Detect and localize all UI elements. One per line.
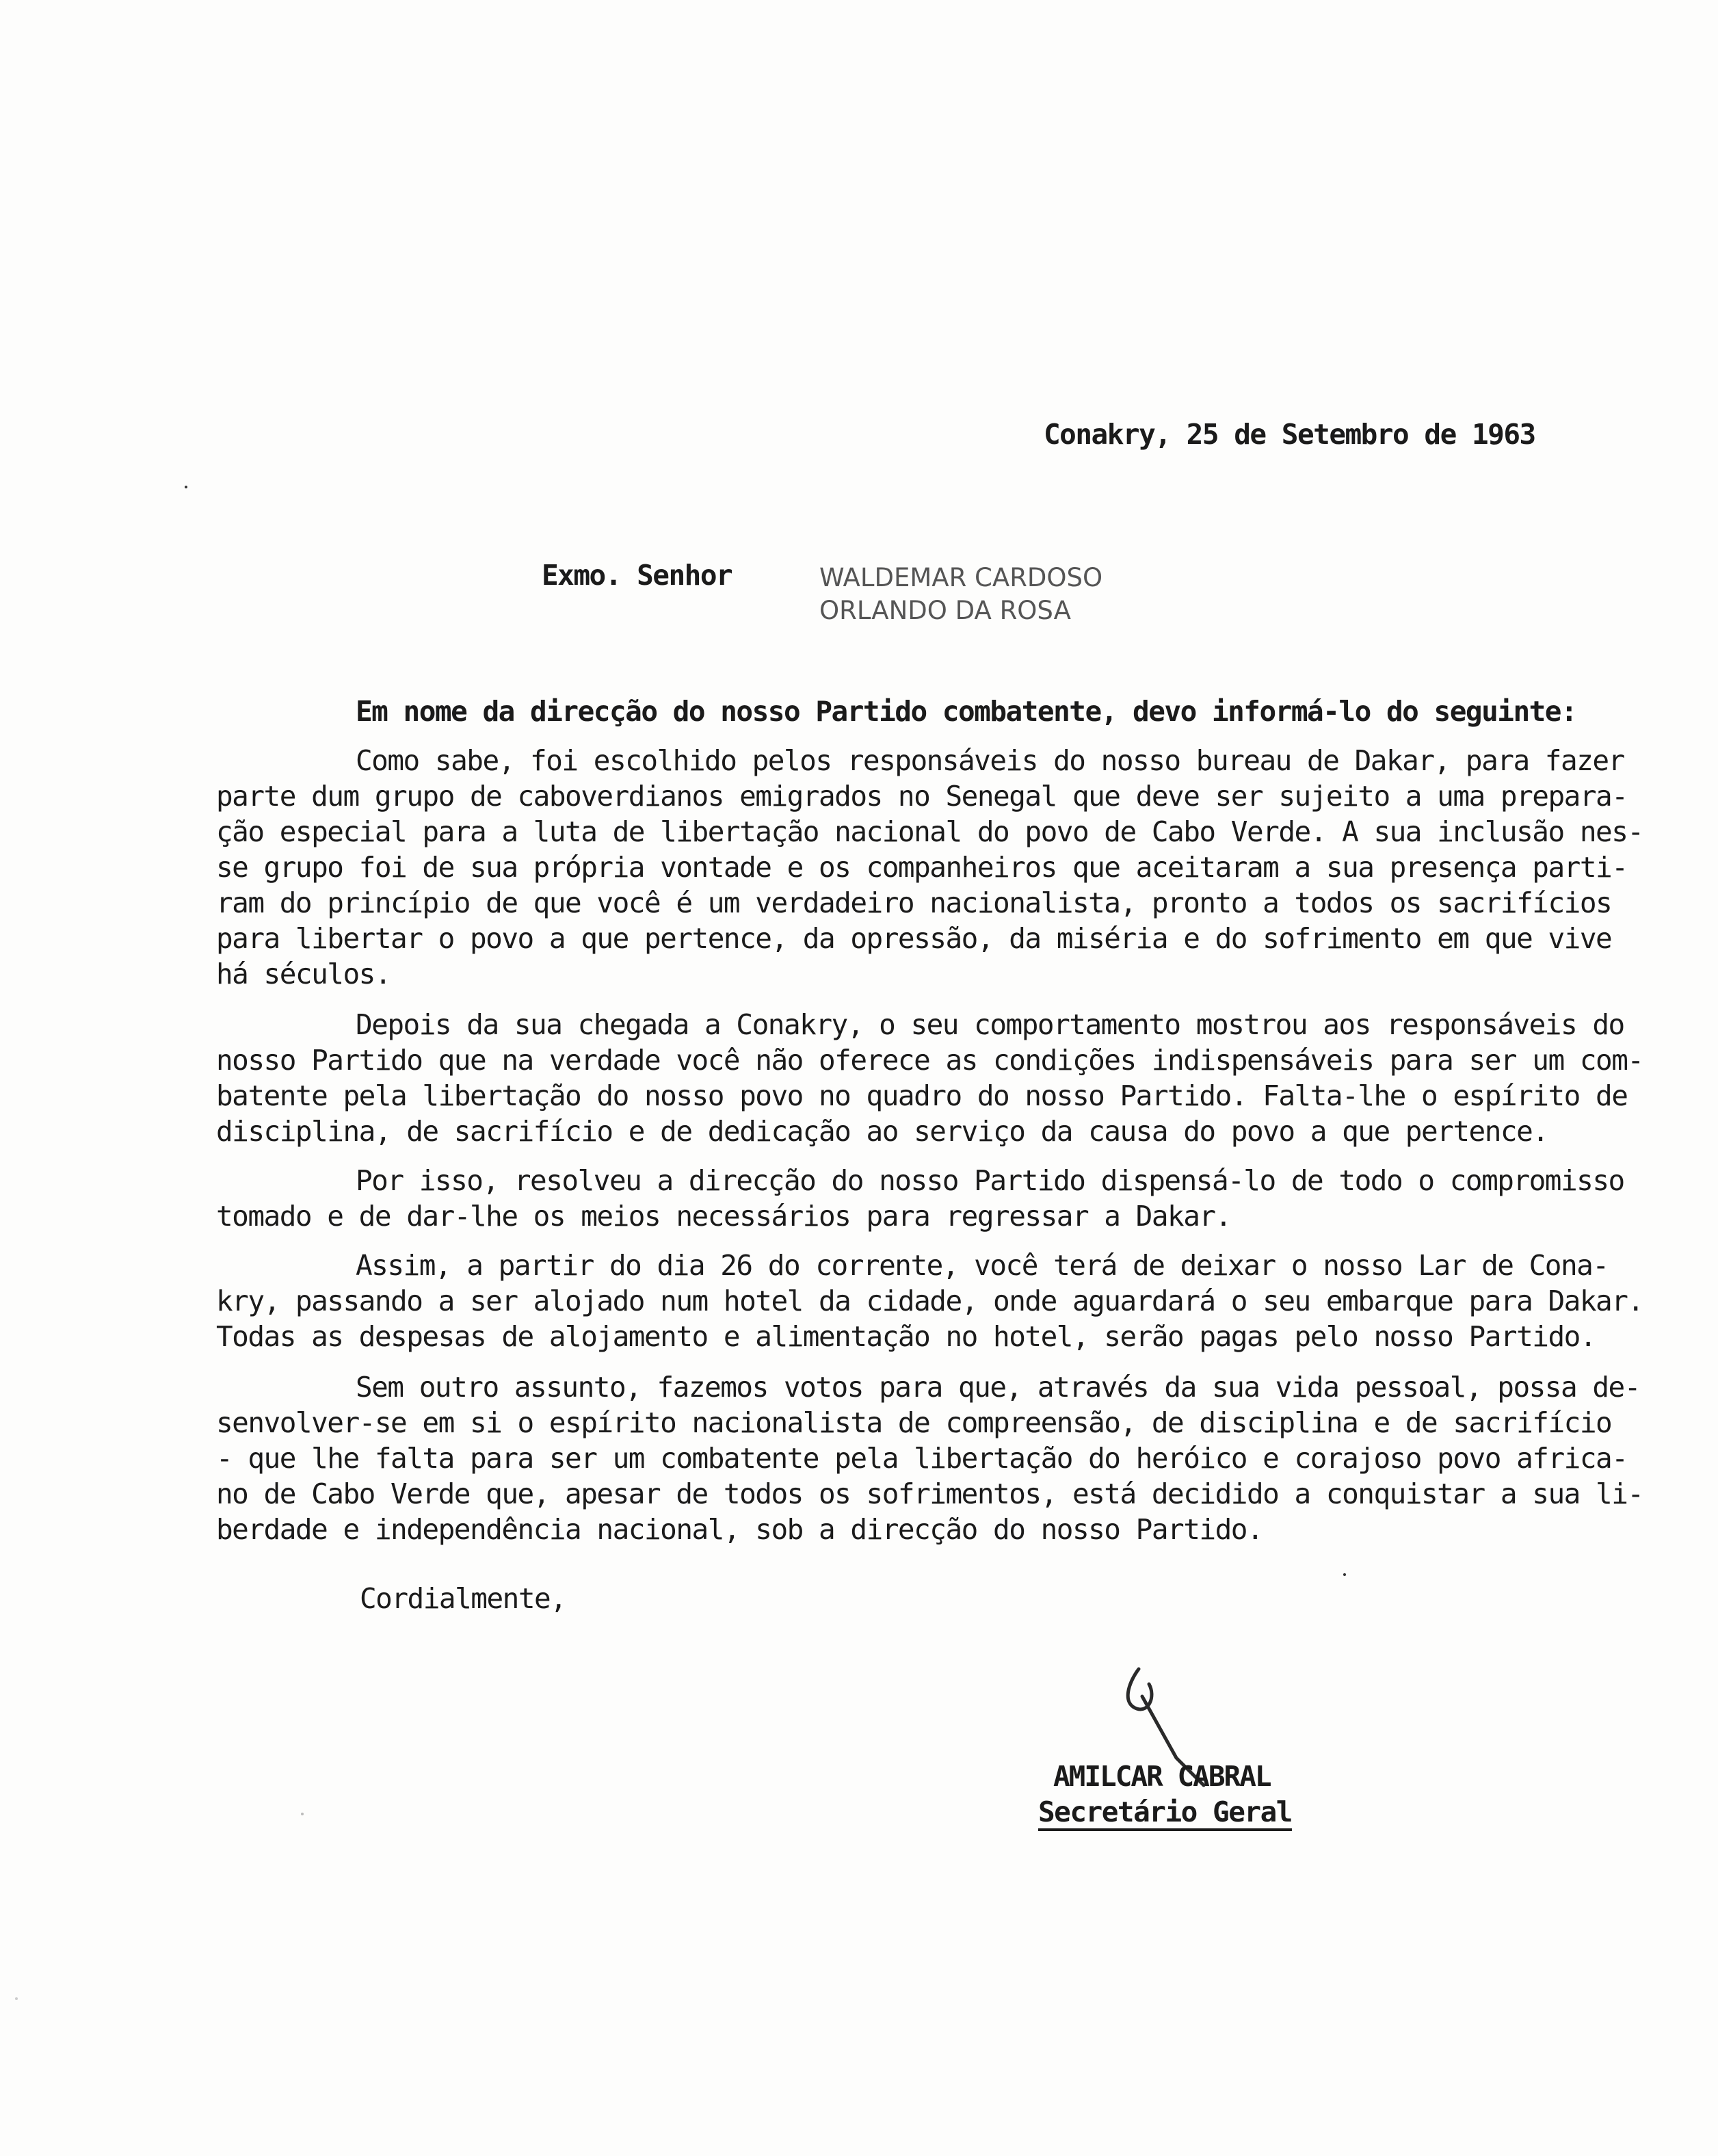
paragraph-line: disciplina, de sacrifício e de dedicação ao serviço da causa do povo a que pertence.: [216, 1115, 1548, 1148]
recipient-name: WALDEMAR CARDOSO: [819, 563, 1103, 592]
paragraph-line: Assim, a partir do dia 26 do corrente, você terá de deixar o nosso Lar de Cona-: [356, 1249, 1609, 1282]
paragraph-line: tomado e de dar-lhe os meios necessários para regressar a Dakar.: [216, 1200, 1231, 1233]
paragraph-line: kry, passando a ser alojado num hotel da cidade, onde aguardará o seu embarque para Dakar.: [216, 1285, 1643, 1317]
paragraph-line: ram do princípio de que você é um verdadeiro nacionalista, pronto a todos os sacrifícios: [216, 886, 1612, 919]
paragraph-line: se grupo foi de sua própria vontade e os companheiros que aceitaram a sua presença parti-: [216, 851, 1628, 884]
place-date: Conakry, 25 de Setembro de 1963: [1044, 418, 1535, 451]
recipient-name: ORLANDO DA ROSA: [819, 596, 1071, 625]
closing: Cordialmente,: [360, 1582, 566, 1615]
paragraph-line: Sem outro assunto, fazemos votos para que, através da sua vida pessoal, possa de-: [356, 1371, 1640, 1404]
paragraph-line: nosso Partido que na verdade você não oferece as condições indispensáveis para ser um com-: [216, 1044, 1643, 1077]
paragraph-line: Depois da sua chegada a Conakry, o seu comportamento mostrou aos responsáveis do: [356, 1008, 1624, 1041]
paragraph-line: Como sabe, foi escolhido pelos responsáveis do nosso bureau de Dakar, para fazer: [356, 744, 1624, 777]
scan-speck: [185, 486, 187, 488]
signatory-name: AMILCAR CABRAL: [1053, 1760, 1271, 1793]
paragraph-line: batente pela libertação do nosso povo no quadro do nosso Partido. Falta-lhe o espírito de: [216, 1079, 1628, 1112]
paragraph-line: Todas as despesas de alojamento e alimentação no hotel, serão pagas pelo nosso Partido.: [216, 1320, 1596, 1353]
signatory-title: Secretário Geral: [1038, 1796, 1292, 1828]
scan-speck: [15, 1997, 18, 2000]
paragraph-line: - que lhe falta para ser um combatente pela libertação do heróico e corajoso povo africa-: [216, 1442, 1628, 1475]
scan-speck: [1343, 1573, 1346, 1576]
scan-speck: [301, 1813, 304, 1815]
paragraph-line: no de Cabo Verde que, apesar de todos os sofrimentos, está decidido a conquistar a sua li-: [216, 1477, 1643, 1510]
paragraph-line: ção especial para a luta de libertação nacional do povo de Cabo Verde. A sua inclusão nes-: [216, 815, 1643, 848]
salutation-label: Exmo. Senhor: [542, 559, 732, 592]
paragraph-line: para libertar o povo a que pertence, da opressão, da miséria e do sofrimento em que vive: [216, 922, 1612, 955]
paragraph-line: parte dum grupo de caboverdianos emigrados no Senegal que deve ser sujeito a uma prepara-: [216, 780, 1628, 813]
opening-line: Em nome da direcção do nosso Partido combatente, devo informá-lo do seguinte:: [356, 695, 1577, 728]
paragraph-line: senvolver-se em si o espírito nacionalista de compreensão, de disciplina e de sacrifício: [216, 1406, 1612, 1439]
paragraph-line: há séculos.: [216, 958, 391, 990]
paragraph-line: Por isso, resolveu a direcção do nosso Partido dispensá-lo de todo o compromisso: [356, 1164, 1624, 1197]
paragraph-line: berdade e independência nacional, sob a direcção do nosso Partido.: [216, 1513, 1263, 1546]
